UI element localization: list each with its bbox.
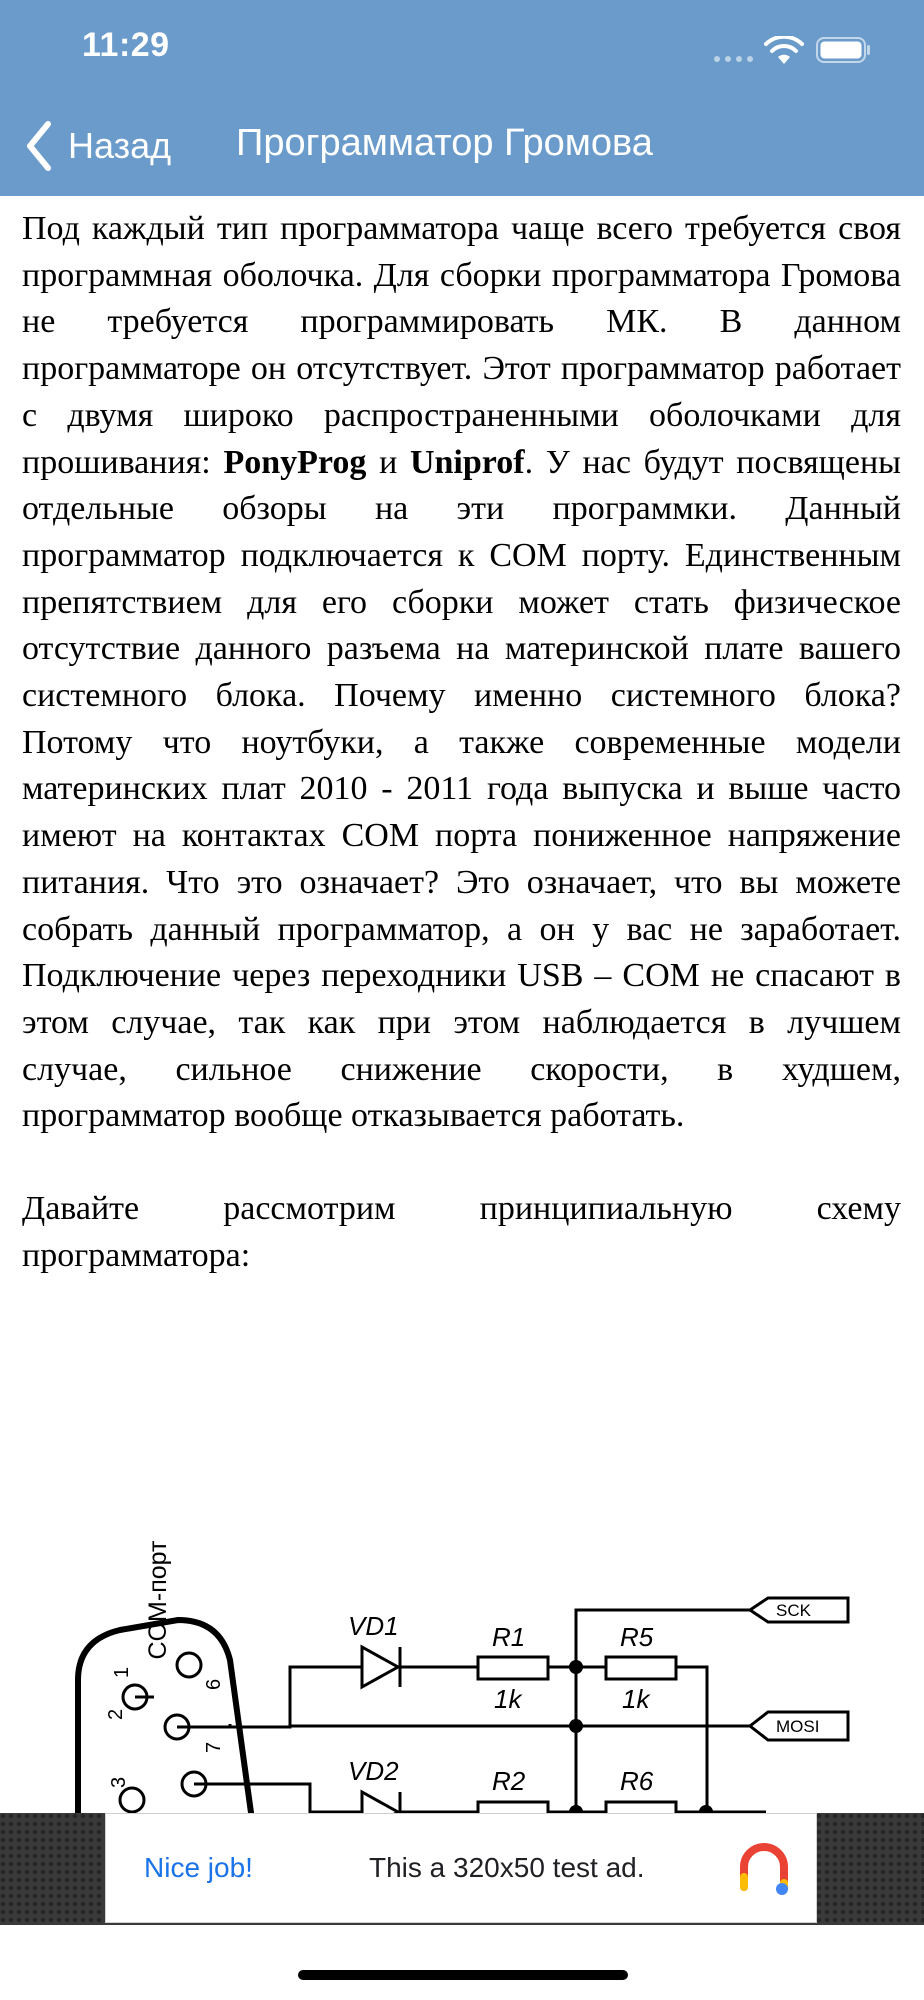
article-text-conjunction: и [366, 443, 410, 481]
pin-label-6: 6 [203, 1678, 225, 1690]
com-port-label: COM-порт [144, 1540, 172, 1660]
r1-value: 1k [494, 1684, 522, 1714]
schematic-diagram [60, 1470, 870, 1820]
pin-label-2: 2 [105, 1708, 127, 1720]
resistor-r1 [478, 1657, 548, 1679]
pin-label-1: 1 [111, 1666, 133, 1678]
ad-text: This a 320x50 test ad. [369, 1852, 645, 1883]
sck-label: SCK [776, 1601, 811, 1620]
ad-nice-job: Nice job! [144, 1852, 253, 1883]
vd2-label: VD2 [348, 1756, 399, 1786]
uniprof-name: Uniprof [409, 443, 525, 481]
bottom-safe-area [0, 1925, 924, 2000]
r5-value: 1k [622, 1684, 650, 1714]
article-text: Под каждый тип программатора чаще всего требуется своя программная оболочка. Для сборки программатора Громова не требуется программировать МК. В данном программаторе он отсутствует. Этот программатор работает с двумя широко распространенными оболочками для прошивания: [22, 210, 901, 481]
adchoices-google-icon[interactable] [736, 1841, 792, 1897]
r1-label: R1 [492, 1622, 526, 1652]
wifi-icon [764, 36, 804, 66]
article-text-continued: . У нас будут посвящены отдельные обзоры на эти программки. Данный программатор подключается к COM порту. Единственным препятствием для его сборки может стать физическое отсутствие данного разъема на материнской плате вашего системного блока. Почему именно системного блока? Потому что ноутбуки, а также современные модели материнских плат 2010 - 2011 года выпуска и выше часто имеют на контактах COM порта пониженное напряжение питания. Что это означает? Это означает, что вы можете собрать данный программатор, а он у вас не заработает. Подключение через переходники USB – COM не спасают в этом случае, так как при этом наблюдается в лучшем случае, сильное снижение скорости, в худшем, программатор вообще отказывается работать. [22, 443, 901, 1135]
resistor-r5 [606, 1657, 676, 1679]
r6-label: R6 [620, 1766, 654, 1796]
back-button[interactable] [24, 118, 171, 174]
status-time: 11:29 [82, 26, 170, 64]
page-title: Программатор Громова [236, 122, 653, 164]
r5-label: R5 [620, 1622, 654, 1652]
article-paragraph-1 [22, 206, 901, 1140]
back-label: Назад [68, 125, 172, 166]
home-indicator[interactable] [298, 1970, 628, 1980]
r2-label: R2 [492, 1766, 526, 1796]
battery-icon [816, 36, 872, 64]
navigation-bar [0, 0, 924, 196]
chevron-left-icon [24, 120, 54, 172]
vd1-label: VD1 [348, 1611, 399, 1641]
pin-label-3: 3 [108, 1776, 130, 1788]
diode-vd1 [362, 1647, 398, 1687]
ponyprog-name: PonyProg [223, 443, 367, 481]
ad-banner[interactable] [105, 1813, 817, 1923]
mosi-label: MOSI [776, 1717, 820, 1736]
article-body [22, 206, 901, 1279]
article-paragraph-2: Давайте рассмотрим принципиальную схему программатора: [22, 1190, 901, 1274]
pin-label-7: 7 [203, 1741, 225, 1753]
cellular-signal-icon [714, 56, 753, 62]
